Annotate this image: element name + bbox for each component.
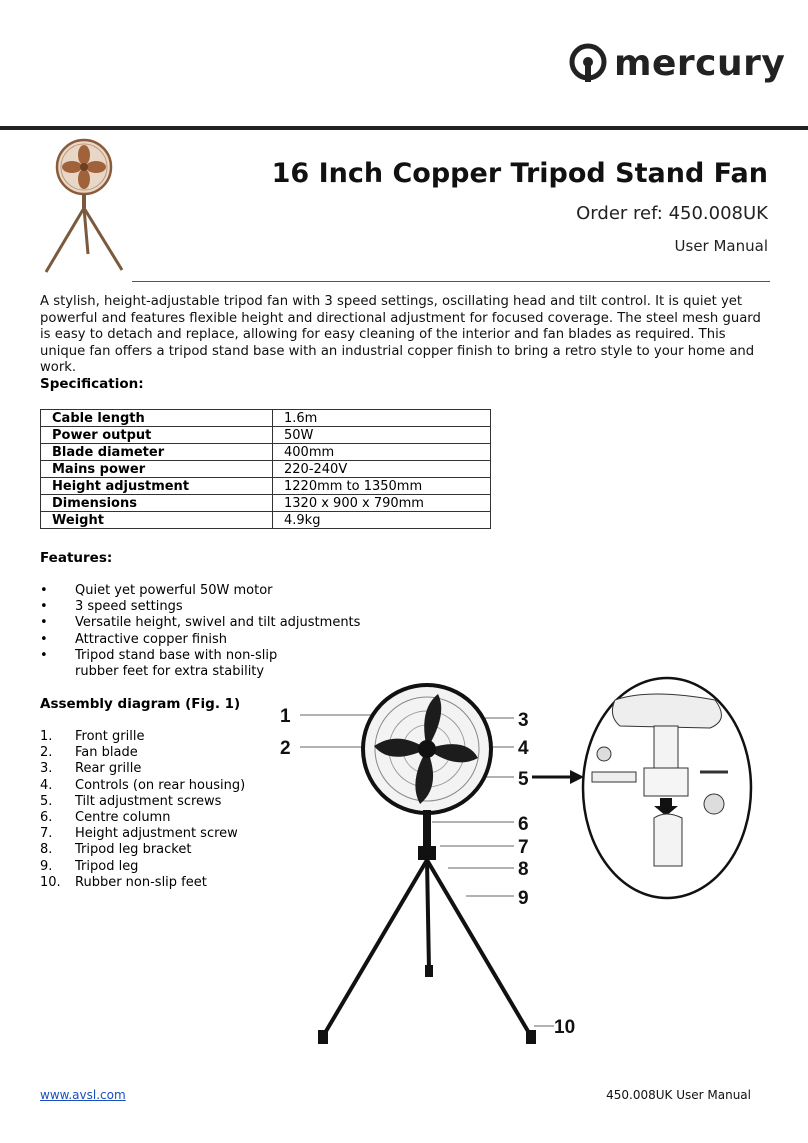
list-item — [40, 615, 360, 631]
assembly-diagram — [270, 670, 770, 1060]
part-label: Front grille — [75, 729, 145, 744]
features-heading: Features: — [40, 550, 113, 566]
list-item — [40, 745, 245, 761]
part-number: 3. — [40, 761, 53, 777]
brand-name: mercury — [614, 43, 786, 84]
part-label: Fan blade — [75, 745, 138, 761]
bullet-icon: • — [40, 583, 48, 598]
arrow-icon — [532, 770, 584, 784]
part-number: 6. — [40, 810, 53, 826]
list-item — [40, 632, 360, 648]
part-number: 1. — [40, 729, 53, 744]
spec-label: Dimensions — [41, 495, 273, 512]
title-divider — [132, 281, 770, 282]
fan-stand — [318, 810, 536, 1044]
feature-text-continued: rubber feet for extra stability — [75, 664, 265, 680]
list-item — [40, 826, 245, 842]
list-item — [40, 842, 245, 858]
brand-logo — [568, 42, 785, 86]
list-item — [40, 810, 245, 826]
fan-head — [363, 685, 491, 813]
feature-text: Quiet yet powerful 50W motor — [75, 583, 273, 598]
product-thumbnail — [36, 136, 132, 278]
document-subtitle: User Manual — [674, 237, 768, 255]
intro-paragraph: A stylish, height-adjustable tripod fan with 3 speed settings, oscillating head and tilt control. It is quiet yet powerful and features flexible height and directional adjustment for focused coverage. The steel mesh guard is easy to detach and replace, allowing for easy cleaning of the interior and fan blades as required. This unique fan offers a tripod stand base with an industrial copper finish to bring a retro style to your home and work. — [40, 294, 761, 375]
part-number: 9. — [40, 858, 53, 874]
list-item — [40, 859, 245, 875]
part-label: Height adjustment screw — [75, 826, 238, 842]
callout-label: 1 — [280, 706, 291, 727]
features-list — [40, 583, 360, 680]
part-number: 10. — [40, 874, 61, 890]
footer-doc-ref: 450.008UK User Manual — [606, 1088, 751, 1102]
list-item — [40, 794, 245, 810]
order-reference: Order ref: 450.008UK — [576, 203, 768, 224]
part-number: 4. — [40, 777, 53, 793]
part-label: Tripod leg bracket — [75, 842, 192, 858]
page-title: 16 Inch Copper Tripod Stand Fan — [271, 158, 768, 189]
callout-label: 2 — [280, 738, 291, 759]
list-item — [40, 875, 245, 891]
spec-label: Power output — [41, 427, 273, 444]
specification-heading: Specification: — [40, 376, 144, 392]
spec-value: 400mm — [273, 444, 491, 461]
detail-inset — [583, 678, 751, 898]
spec-value: 1220mm to 1350mm — [273, 478, 491, 495]
table-row — [41, 427, 491, 444]
parts-list — [40, 729, 245, 891]
spec-value: 4.9kg — [273, 512, 491, 529]
table-row — [41, 478, 491, 495]
part-label: Centre column — [75, 810, 171, 826]
part-number: 7. — [40, 826, 53, 842]
list-item — [40, 761, 245, 777]
spec-label: Weight — [41, 512, 273, 529]
callout-label: 5 — [518, 769, 529, 790]
list-item — [40, 583, 360, 599]
part-number: 5. — [40, 793, 53, 809]
feature-text: 3 speed settings — [75, 599, 183, 615]
table-row — [41, 512, 491, 529]
list-item — [40, 729, 245, 745]
spec-value: 1.6m — [273, 410, 491, 427]
bullet-icon: • — [40, 599, 48, 615]
part-label: Controls (on rear housing) — [75, 777, 246, 793]
spec-value: 50W — [273, 427, 491, 444]
callout-label: 4 — [518, 738, 529, 759]
spec-label: Mains power — [41, 461, 273, 478]
mercury-logo-icon — [568, 42, 608, 86]
feature-text: Tripod stand base with non-slip — [75, 647, 278, 663]
spec-value: 220-240V — [273, 461, 491, 478]
part-label: Rubber non-slip feet — [75, 874, 207, 890]
feature-text: Versatile height, swivel and tilt adjustments — [75, 615, 361, 631]
part-label: Rear grille — [75, 761, 142, 777]
table-row — [41, 410, 491, 427]
callout-label: 10 — [554, 1017, 576, 1038]
spec-label: Cable length — [41, 410, 273, 427]
part-number: 8. — [40, 842, 53, 858]
callout-label: 3 — [518, 710, 529, 731]
list-item — [40, 599, 360, 615]
table-row — [41, 495, 491, 512]
callout-label: 6 — [518, 814, 529, 835]
callout-label: 7 — [518, 837, 529, 858]
part-label: Tilt adjustment screws — [75, 793, 222, 809]
feature-text: Attractive copper finish — [75, 631, 227, 647]
specification-table — [40, 409, 491, 529]
callout-label: 9 — [518, 888, 529, 909]
website-link[interactable]: www.avsl.com — [40, 1088, 126, 1102]
table-row — [41, 461, 491, 478]
callout-label: 8 — [518, 859, 529, 880]
part-number: 2. — [40, 745, 53, 761]
spec-label: Blade diameter — [41, 444, 273, 461]
list-item — [40, 778, 245, 794]
spec-value: 1320 x 900 x 790mm — [273, 495, 491, 512]
header-divider — [0, 126, 808, 130]
assembly-heading: Assembly diagram (Fig. 1) — [40, 696, 241, 712]
spec-label: Height adjustment — [41, 478, 273, 495]
bullet-icon: • — [40, 647, 48, 663]
table-row — [41, 444, 491, 461]
part-label: Tripod leg — [75, 858, 139, 874]
bullet-icon: • — [40, 631, 48, 647]
bullet-icon: • — [40, 615, 48, 631]
